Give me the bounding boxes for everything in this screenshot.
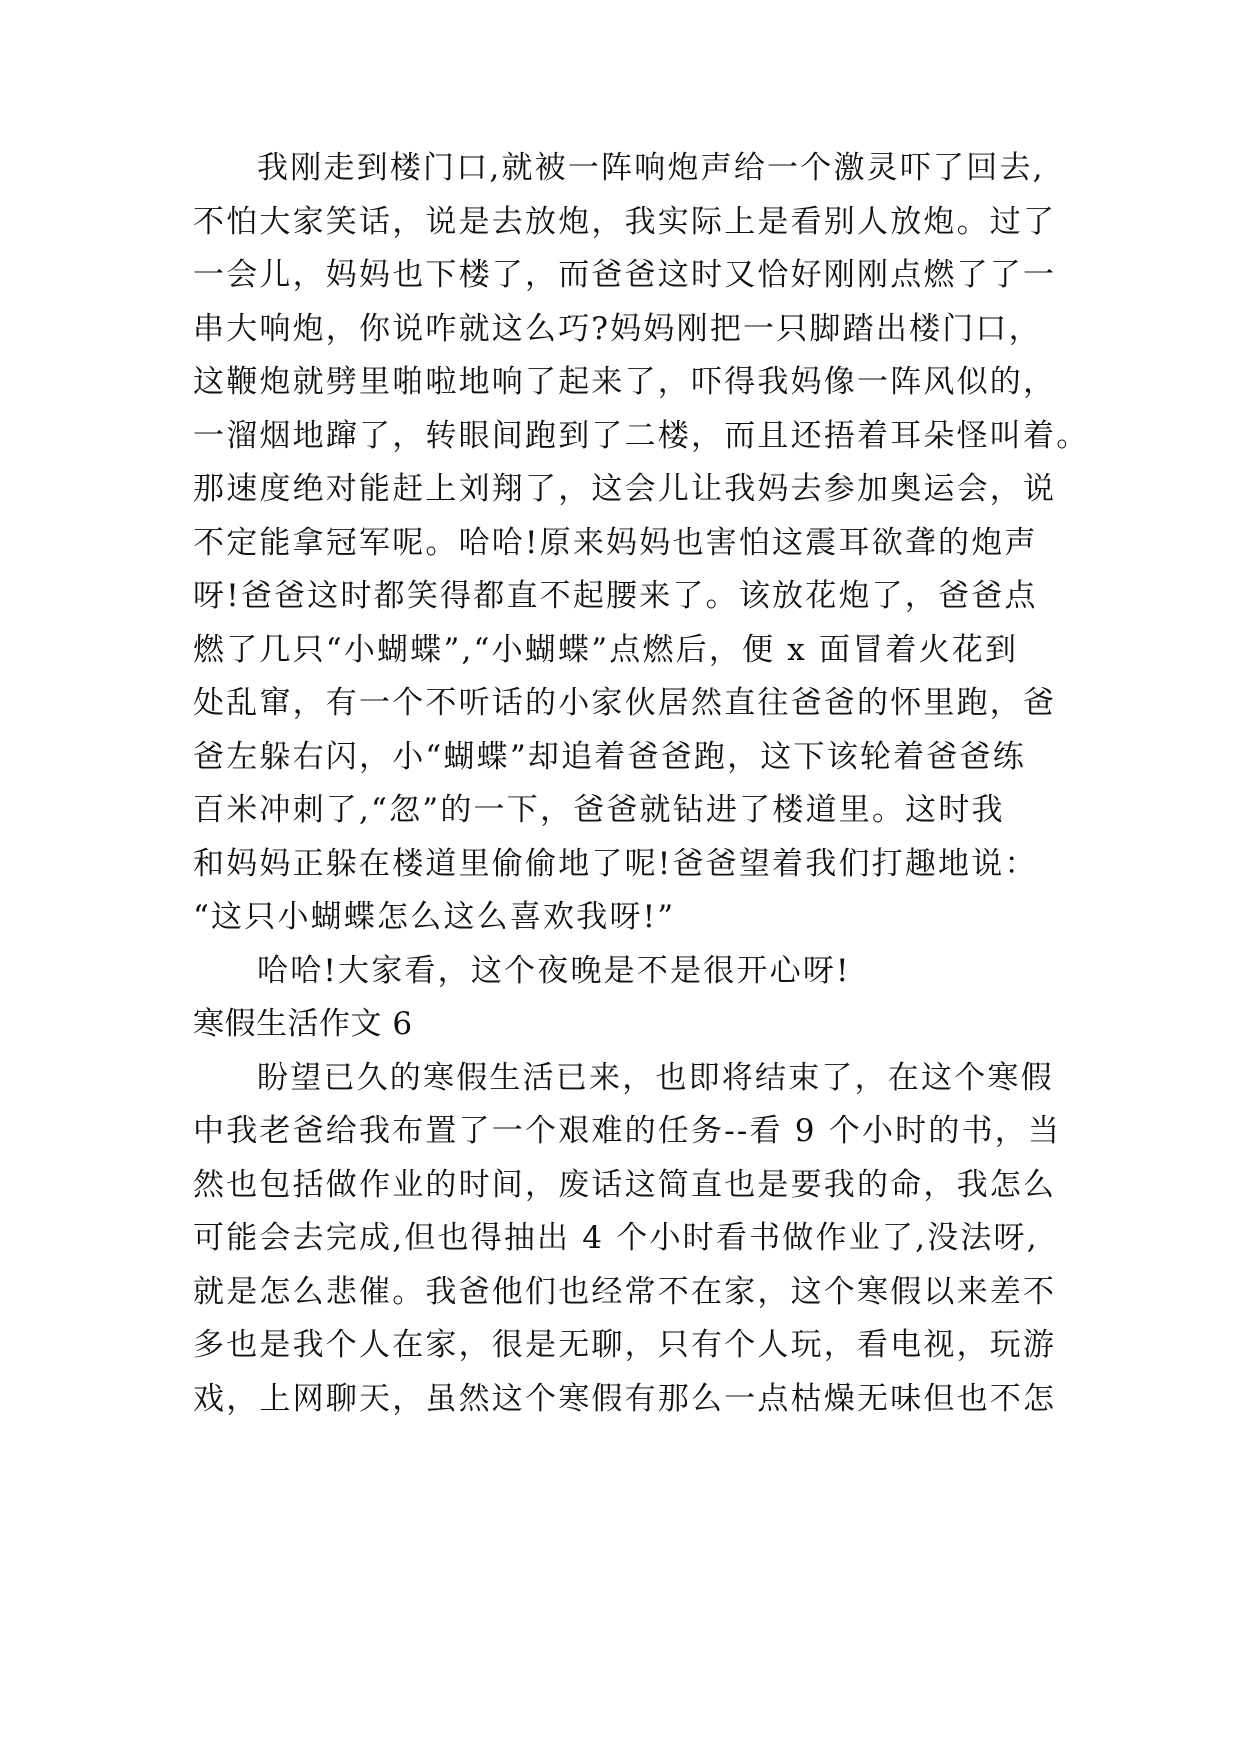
paragraph-line: 哈哈!大家看，这个夜晚是不是很开心呀! bbox=[257, 953, 851, 989]
paragraph-line: 处乱窜，有一个不听话的小家伙居然直往爸爸的怀里跑，爸 bbox=[193, 685, 1057, 721]
paragraph-line: 这鞭炮就劈里啪啦地响了起来了，吓得我妈像一阵风似的， bbox=[193, 364, 1057, 400]
paragraph-line: 然也包括做作业的时间，废话这简直也是要我的命，我怎么 bbox=[193, 1167, 1057, 1203]
paragraph-line: 我刚走到楼门口,就被一阵响炮声给一个激灵吓了回去, bbox=[257, 150, 1045, 186]
section-title: 寒假生活作文 6 bbox=[193, 1006, 413, 1042]
paragraph-line: 可能会去完成,但也得抽出 4 个小时看书做作业了,没法呀, bbox=[193, 1220, 1039, 1256]
paragraph-line: 爸左躲右闪，小“蝴蝶”却追着爸爸跑，这下该轮着爸爸练 bbox=[193, 739, 1026, 775]
paragraph-line: 就是怎么悲催。我爸他们也经常不在家，这个寒假以来差不 bbox=[193, 1274, 1057, 1310]
paragraph-line: 中我老爸给我布置了一个艰难的任务--看 9 个小时的书，当 bbox=[193, 1113, 1062, 1149]
paragraph-line: 呀!爸爸这时都笑得都直不起腰来了。该放花炮了，爸爸点 bbox=[193, 578, 1038, 614]
paragraph-line: 一溜烟地蹿了，转眼间跑到了二楼，而且还捂着耳朵怪叫着。 bbox=[193, 418, 1090, 454]
paragraph-line: 和妈妈正躲在楼道里偷偷地了呢!爸爸望着我们打趣地说： bbox=[193, 846, 1038, 882]
paragraph-line: 不怕大家笑话，说是去放炮，我实际上是看别人放炮。过了 bbox=[193, 204, 1057, 240]
paragraph-line: 戏，上网聊天，虽然这个寒假有那么一点枯燥无味但也不怎 bbox=[193, 1381, 1057, 1417]
paragraph-line: 一会儿，妈妈也下楼了，而爸爸这时又恰好刚刚点燃了了一 bbox=[193, 257, 1057, 293]
paragraph-line: 那速度绝对能赶上刘翔了，这会儿让我妈去参加奥运会，说 bbox=[193, 471, 1057, 507]
paragraph-line: 盼望已久的寒假生活已来，也即将结束了，在这个寒假 bbox=[257, 1060, 1054, 1096]
paragraph-line: 串大响炮，你说咋就这么巧?妈妈刚把一只脚踏出楼门口， bbox=[193, 311, 1042, 347]
paragraph-line: 不定能拿冠军呢。哈哈!原来妈妈也害怕这震耳欲聋的炮声 bbox=[193, 525, 1038, 561]
paragraph-line: 百米冲刺了,“忽”的一下，爸爸就钻进了楼道里。这时我 bbox=[193, 792, 1005, 828]
paragraph-line: 燃了几只“小蝴蝶”,“小蝴蝶”点燃后，便 x 面冒着火花到 bbox=[193, 632, 1019, 668]
paragraph-line: “这只小蝴蝶怎么这么喜欢我呀!” bbox=[193, 899, 676, 935]
paragraph-line: 多也是我个人在家，很是无聊，只有个人玩，看电视，玩游 bbox=[193, 1327, 1057, 1363]
